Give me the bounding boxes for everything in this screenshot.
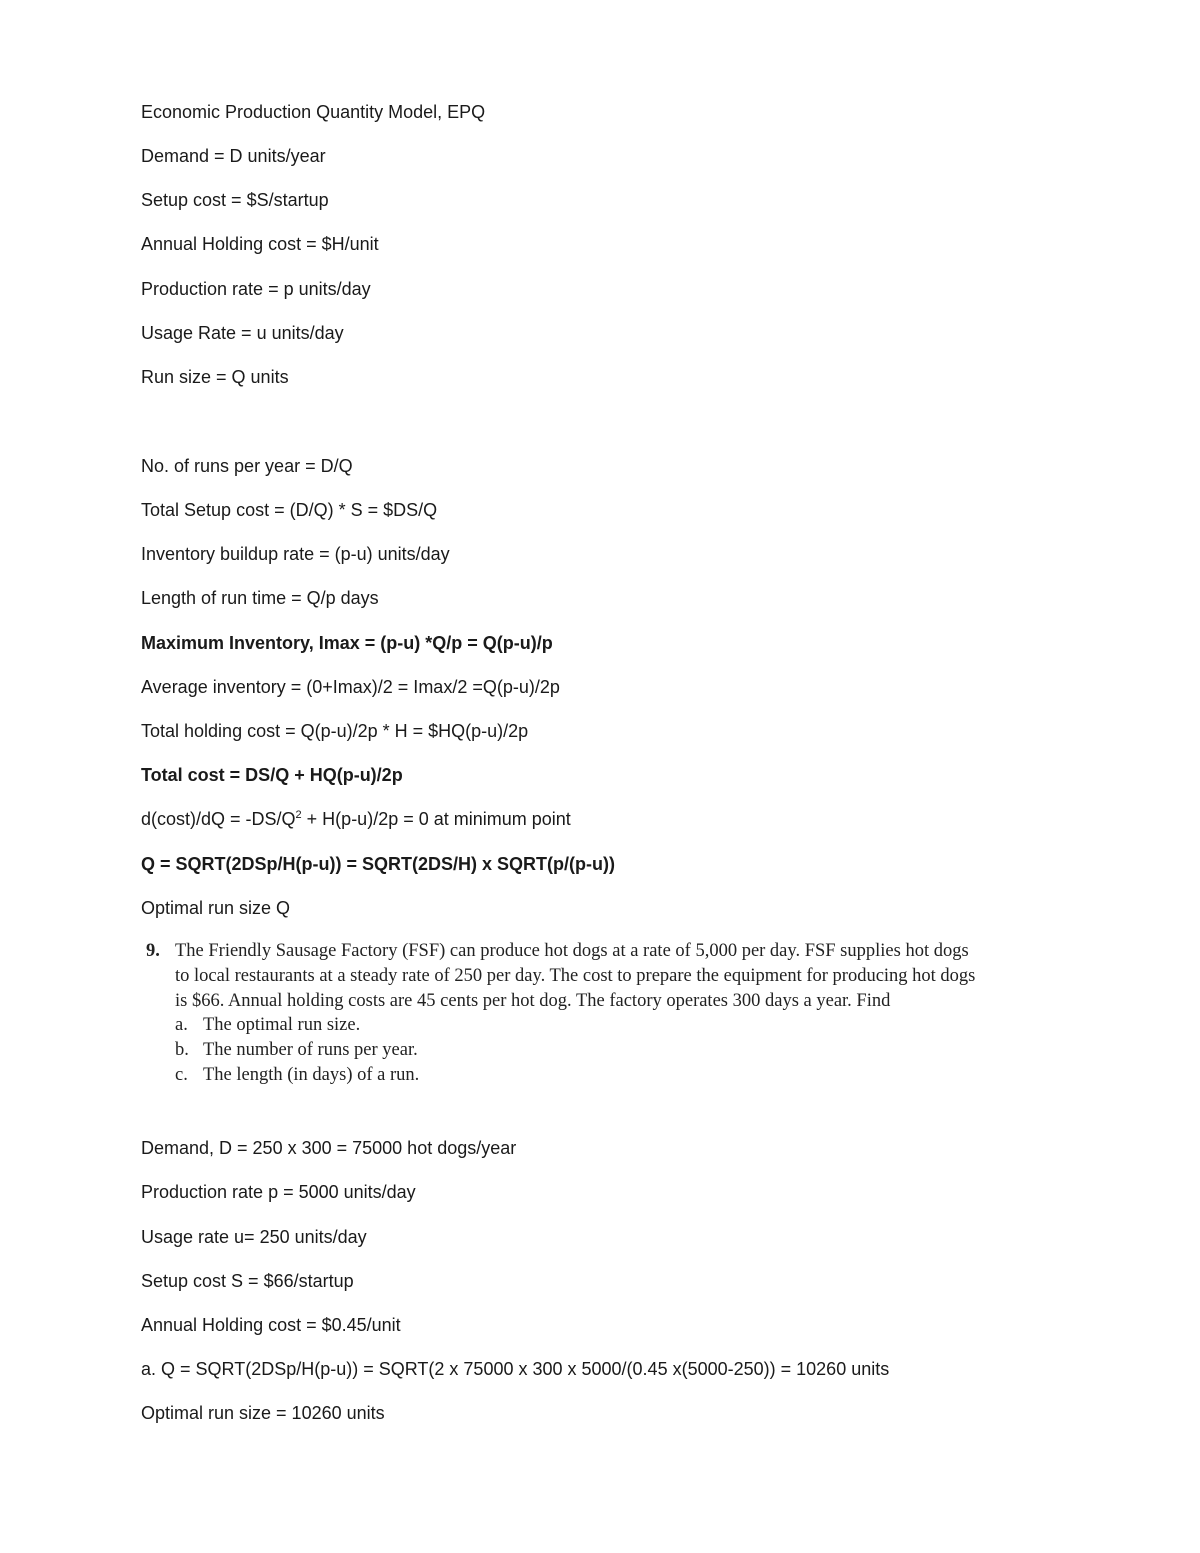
problem-part-a: [175, 1013, 986, 1038]
runs-per-year-line: No. of runs per year = D/Q: [141, 456, 353, 476]
part-letter: a.: [175, 1015, 188, 1036]
definition-demand: Demand = D units/year: [141, 146, 326, 166]
definition-setup-cost: Setup cost = $S/startup: [141, 190, 329, 210]
document-title: Economic Production Quantity Model, EPQ: [141, 102, 486, 122]
problem-part-c: [175, 1063, 986, 1088]
part-text: The optimal run size.: [203, 1015, 361, 1036]
max-inventory-line: Maximum Inventory, Imax = (p-u) *Q/p = Q(p-u)/p: [141, 633, 553, 653]
solution-production-rate: Production rate p = 5000 units/day: [141, 1182, 416, 1202]
q-formula-line: Q = SQRT(2DSp/H(p-u)) = SQRT(2DS/H) x SQRT(p/(p-u)): [141, 854, 615, 874]
solution-part-a: a. Q = SQRT(2DSp/H(p-u)) = SQRT(2 x 75000 x 300 x 5000/(0.45 x(5000-250)) = 10260 units: [141, 1359, 890, 1379]
buildup-rate-line: Inventory buildup rate = (p-u) units/day: [141, 544, 450, 564]
total-holding-cost-line: Total holding cost = Q(p-u)/2p * H = $HQ(p-u)/2p: [141, 721, 529, 741]
derivative-line: [141, 808, 571, 830]
solution-holding-cost: Annual Holding cost = $0.45/unit: [141, 1315, 401, 1335]
definition-usage-rate: Usage Rate = u units/day: [141, 323, 344, 343]
solution-optimal-run-size: Optimal run size = 10260 units: [141, 1403, 385, 1423]
solution-setup-cost: Setup cost S = $66/startup: [141, 1271, 354, 1291]
part-letter: c.: [175, 1064, 188, 1085]
problem-number: 9.: [146, 941, 160, 961]
problem-text: The Friendly Sausage Factory (FSF) can produce hot dogs at a rate of 5,000 per day. FSF supplies hot dogs to local restaurants at a steady rate of 250 per day. The cost to prepare the equipment for producing hot dogs is $66. Annual holding costs are 45 cents per hot dog. The factory operates 300 days a year. Find: [175, 941, 976, 1011]
part-text: The number of runs per year.: [203, 1040, 418, 1061]
solution-usage-rate: Usage rate u= 250 units/day: [141, 1227, 367, 1247]
derivative-part-b: + H(p-u)/2p = 0 at minimum point: [301, 809, 571, 829]
solution-demand: Demand, D = 250 x 300 = 75000 hot dogs/year: [141, 1138, 517, 1158]
problem-9-block: [146, 939, 986, 1088]
problem-part-b: [175, 1038, 986, 1063]
definition-run-size: Run size = Q units: [141, 367, 289, 387]
part-text: The length (in days) of a run.: [203, 1064, 420, 1085]
definition-holding-cost: Annual Holding cost = $H/unit: [141, 234, 379, 254]
definition-production-rate: Production rate = p units/day: [141, 279, 371, 299]
total-setup-cost-line: Total Setup cost = (D/Q) * S = $DS/Q: [141, 500, 438, 520]
avg-inventory-line: Average inventory = (0+Imax)/2 = Imax/2 =Q(p-u)/2p: [141, 677, 560, 697]
derivative-part-a: d(cost)/dQ = -DS/Q: [141, 809, 296, 829]
total-cost-line: Total cost = DS/Q + HQ(p-u)/2p: [141, 765, 403, 785]
derivative-exponent: 2: [295, 809, 302, 821]
optimal-run-size-label: Optimal run size Q: [141, 898, 291, 918]
part-letter: b.: [175, 1040, 189, 1061]
run-length-line: Length of run time = Q/p days: [141, 588, 379, 608]
